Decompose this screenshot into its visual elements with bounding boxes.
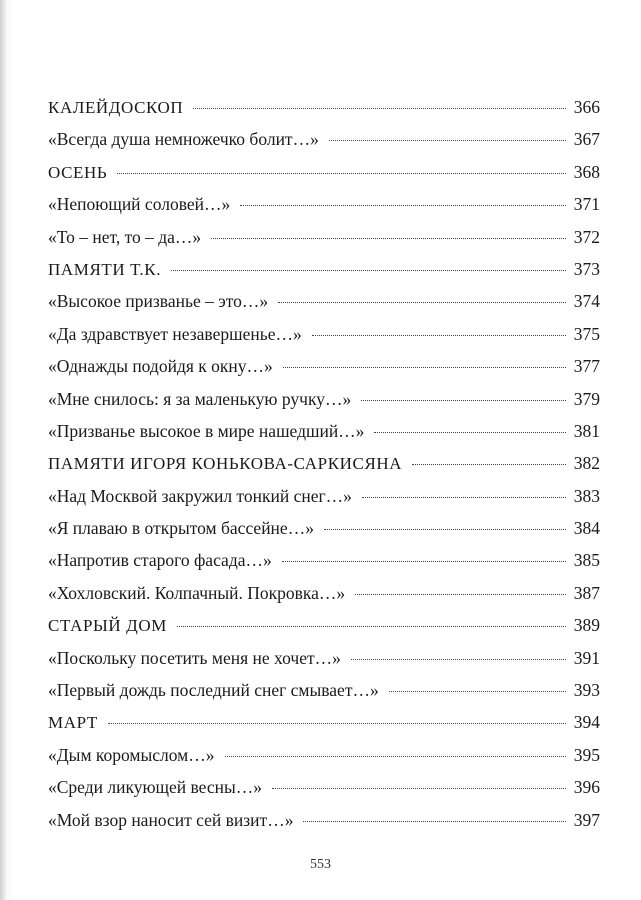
toc-entry [48,609,600,641]
toc-entry [48,188,600,220]
toc-entry [48,318,600,350]
dot-leader [355,594,566,595]
toc-entry [48,577,600,609]
table-of-contents [48,91,600,836]
toc-entry [48,512,600,544]
dot-leader [389,691,566,692]
dot-leader [312,335,566,336]
toc-entry-page: 389 [573,615,600,636]
toc-entry [48,804,600,836]
toc-entry [48,350,600,382]
toc-entry-page: 387 [573,582,600,603]
toc-entry-title: ПАМЯТИ ИГОРЯ КОНЬКОВА-САРКИСЯНА [48,454,403,474]
toc-entry-title: «Напротив старого фасада…» [48,550,272,571]
toc-entry-title: «Первый дождь последний снег смывает…» [48,680,379,701]
toc-entry [48,156,600,188]
dot-leader [374,432,565,433]
toc-entry [48,221,600,253]
toc-entry [48,123,600,155]
toc-entry-page: 396 [573,777,600,798]
toc-entry-page: 368 [573,161,600,182]
dot-leader [351,659,566,660]
toc-entry-title: «Высокое призванье – это…» [48,291,269,312]
dot-leader [412,464,566,465]
toc-entry [48,253,600,285]
toc-entry [48,480,600,512]
toc-entry [48,415,600,447]
toc-entry-page: 374 [573,291,600,312]
toc-entry-page: 383 [573,485,600,506]
toc-entry-page: 393 [573,680,600,701]
dot-leader [303,821,565,822]
toc-entry-title: «Всегда душа немножечко болит…» [48,129,319,150]
toc-entry [48,91,600,123]
dot-leader [177,626,566,627]
dot-leader [240,205,566,206]
toc-entry-page: 372 [573,226,600,247]
toc-entry-page: 367 [573,129,600,150]
dot-leader [225,756,566,757]
toc-entry-title: «Хохловский. Колпачный. Покровка…» [48,582,346,603]
toc-entry-title: «Мой взор наносит сей визит…» [48,809,294,830]
dot-leader [361,400,566,401]
toc-entry-page: 395 [573,744,600,765]
dot-leader [211,238,566,239]
toc-entry [48,739,600,771]
toc-entry-page: 391 [573,647,600,668]
toc-entry-page: 375 [573,323,600,344]
toc-entry-title: КАЛЕЙДОСКОП [48,98,184,117]
toc-entry-title: «Среди ликующей весны…» [48,777,263,798]
toc-entry-page: 382 [573,453,600,474]
toc-entry-page: 366 [573,97,600,117]
toc-entry-page: 373 [573,258,600,279]
toc-entry-title: «Да здравствует незавершенье…» [48,323,302,344]
toc-entry-page: 379 [573,388,600,409]
toc-entry-title: «Я плаваю в открытом бассейне…» [48,518,314,539]
toc-entry [48,285,600,317]
toc-entry-title: «Дым коромыслом…» [48,744,215,765]
toc-entry-page: 394 [573,712,600,733]
dot-leader [171,270,566,271]
dot-leader [362,497,566,498]
toc-entry-page: 371 [573,194,600,215]
toc-entry-title: «Мне снилось: я за маленькую ручку…» [48,388,352,409]
toc-entry-page: 385 [573,550,600,571]
toc-entry-title: ПАМЯТИ Т.К. [48,259,162,279]
dot-leader [282,561,566,562]
toc-entry [48,447,600,479]
toc-entry-page: 397 [573,809,600,830]
toc-entry-title: «То – нет, то – да…» [48,226,202,247]
toc-entry-title: «Непоющий соловей…» [48,194,231,215]
toc-entry-page: 381 [573,420,600,441]
dot-leader [283,367,566,368]
toc-entry-title: ОСЕНЬ [48,162,108,182]
dot-leader [278,302,566,303]
toc-entry-page: 384 [573,518,600,539]
toc-entry [48,771,600,803]
toc-entry [48,706,600,738]
page-spine-shadow [0,0,6,900]
toc-entry-title: «Над Москвой закружил тонкий снег…» [48,485,352,506]
page-number: 553 [310,857,331,872]
toc-entry-title: МАРТ [48,713,98,733]
dot-leader [272,788,566,789]
toc-entry [48,544,600,576]
dot-leader [108,723,566,724]
dot-leader [193,108,565,109]
toc-entry [48,674,600,706]
toc-entry-title: СТАРЫЙ ДОМ [48,616,167,636]
dot-leader [324,529,566,530]
toc-entry [48,642,600,674]
dot-leader [329,140,566,141]
toc-entry-page: 377 [573,356,600,377]
toc-entry-title: «Однажды подойдя к окну…» [48,356,273,377]
toc-entry-title: «Поскольку посетить меня не хочет…» [48,647,341,668]
toc-entry [48,383,600,415]
dot-leader [117,173,566,174]
toc-entry-title: «Призванье высокое в мире нашедший…» [48,420,365,441]
